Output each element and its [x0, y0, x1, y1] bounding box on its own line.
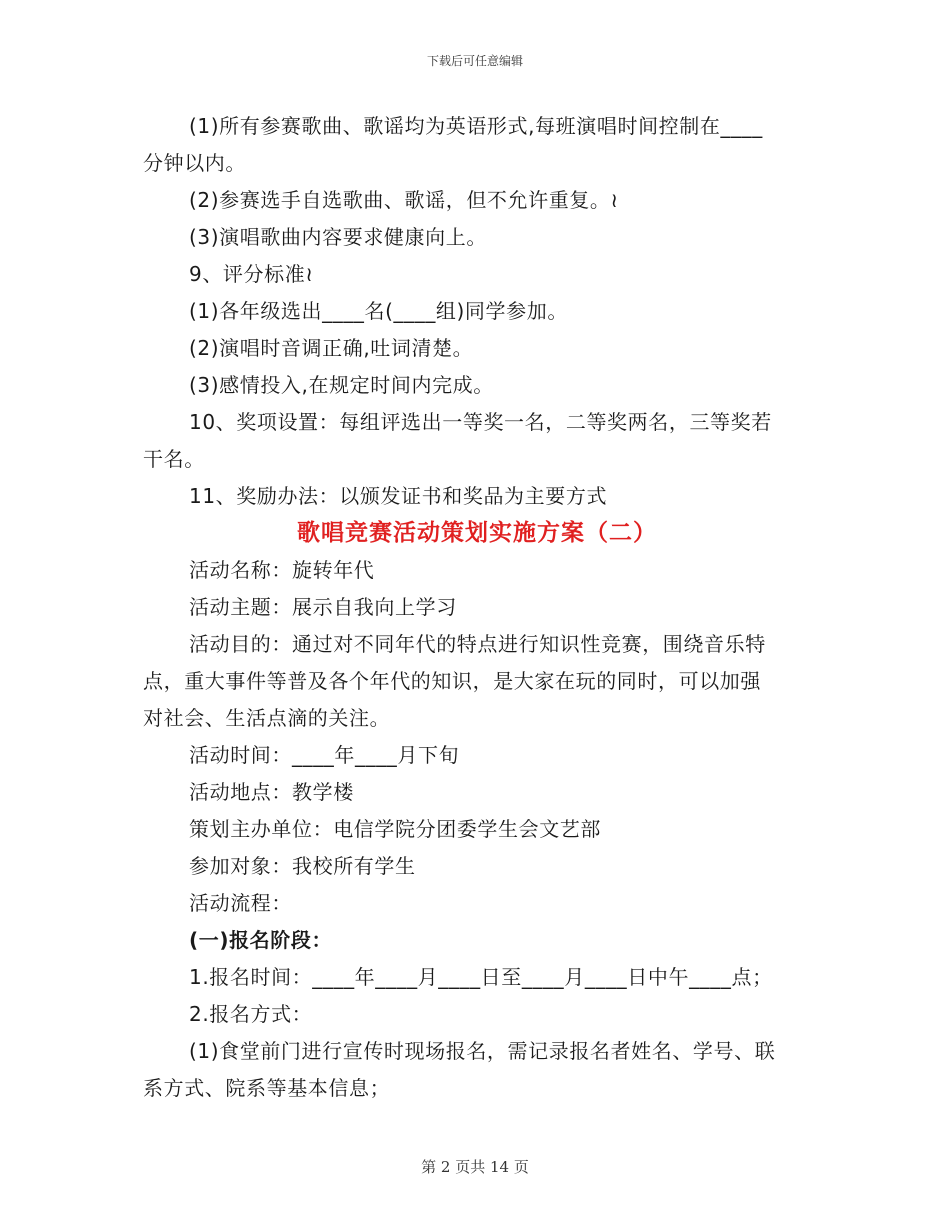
paragraph-line: (2)演唱时音调正确,吐词清楚。: [189, 336, 474, 360]
paragraph-line: 活动时间：____年____月下旬: [189, 743, 460, 767]
document-title: 歌唱竞赛活动策划实施方案（二）: [297, 520, 657, 546]
paragraph-line: 1.报名时间：____年____月____日至____月____日中午____点；: [189, 965, 773, 989]
paragraph-line: 10、奖项设置：每组评选出一等奖一名，二等奖两名，三等奖若: [189, 410, 772, 434]
paragraph-line: 系方式、院系等基本信息；: [143, 1076, 391, 1100]
paragraph-line: (3)感情投入,在规定时间内完成。: [189, 373, 494, 397]
paragraph-line: 点，重大事件等普及各个年代的知识，是大家在玩的同时，可以加强: [143, 669, 761, 693]
paragraph-line: 分钟以内。: [143, 151, 246, 175]
paragraph-line: 策划主办单位：电信学院分团委学生会文艺部: [189, 817, 601, 841]
paragraph-line: (2)参赛选手自选歌曲、歌谣，但不允许重复。≀: [189, 188, 619, 212]
paragraph-line: (1)所有参赛歌曲、歌谣均为英语形式,每班演唱时间控制在____: [189, 114, 763, 138]
paragraph-line: 活动主题：展示自我向上学习: [189, 595, 457, 619]
paragraph-line: 参加对象：我校所有学生: [189, 854, 416, 878]
paragraph-line: 活动地点：教学楼: [189, 780, 354, 804]
paragraph-line: 活动名称：旋转年代: [189, 558, 375, 582]
paragraph-line: 活动目的：通过对不同年代的特点进行知识性竞赛，围绕音乐特: [189, 632, 766, 656]
paragraph-line: (1)各年级选出____名(____组)同学参加。: [189, 299, 568, 323]
document-body: [143, 108, 811, 1107]
paragraph-line: (1)食堂前门进行宣传时现场报名，需记录报名者姓名、学号、联: [189, 1039, 776, 1063]
paragraph-line: 干名。: [143, 447, 205, 471]
paragraph-line: 对社会、生活点滴的关注。: [143, 706, 391, 730]
section-heading: 9、评分标准≀: [189, 262, 314, 286]
page-header: 下载后可任意编辑: [426, 54, 523, 68]
paragraph-line: 2.报名方式：: [189, 1002, 313, 1026]
paragraph-line: (3)演唱歌曲内容要求健康向上。: [189, 225, 487, 249]
paragraph-line: 11、奖励办法：以颁发证书和奖品为主要方式: [189, 484, 608, 508]
section-heading: (一)报名阶段：: [189, 928, 333, 952]
page-footer: 第 2 页共 14 页: [421, 1158, 529, 1176]
paragraph-line: 活动流程：: [189, 891, 292, 915]
